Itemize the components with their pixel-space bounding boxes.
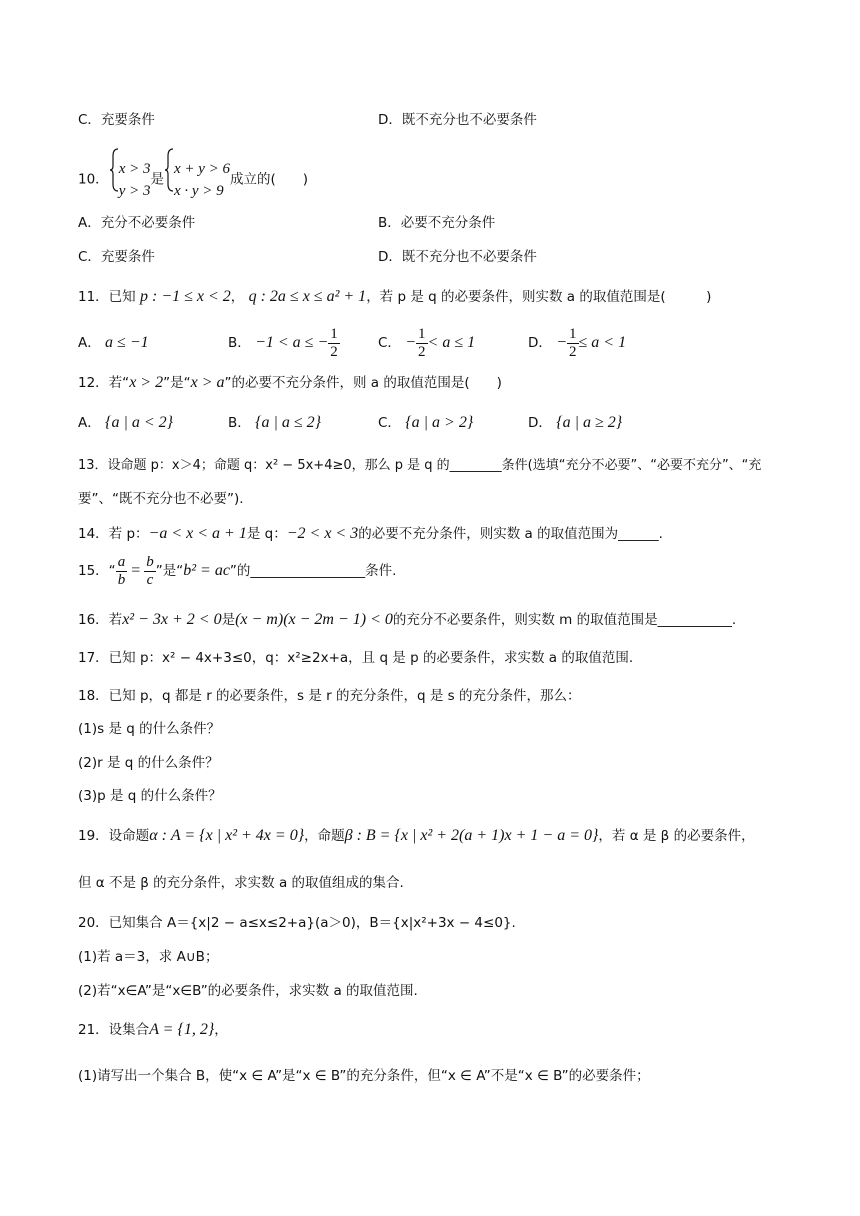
q16-stem [78, 610, 736, 630]
q11-b-label: B． [228, 335, 251, 351]
frac-denominator: c [146, 571, 154, 588]
q15-mid: ”是“ [155, 563, 184, 579]
q12-option-c [378, 413, 473, 433]
q19-line-2: 但 α 不是 β 的充分条件，求实数 a 的取值组成的集合. [78, 875, 404, 891]
q15-tail: ”的_________________条件. [229, 563, 397, 579]
q10-stem [78, 148, 309, 199]
half-fraction [328, 326, 340, 361]
q11-c-math: < a ≤ 1 [427, 334, 476, 351]
q10-mid: 是 [150, 171, 164, 188]
frac-denominator: 2 [569, 343, 577, 360]
q12-text-3: ”的必要不充分条件，则 a 的取值范围是( ) [224, 375, 502, 391]
q10-number: 10． [78, 171, 109, 188]
q19-line-1 [78, 826, 755, 846]
q12-a-label: A． [78, 415, 101, 431]
frac-numerator: a [117, 553, 126, 570]
q14-math-2: −2 < x < 3 [286, 525, 359, 542]
q18-part-1: (1)s 是 q 的什么条件？ [78, 721, 221, 737]
q14-tail: 的必要不充分条件，则实数 a 的取值范围为______. [358, 526, 663, 542]
q12-stem [78, 373, 502, 393]
q18-part-3: (3)p 是 q 的什么条件？ [78, 788, 222, 804]
q11-q-math: q : 2a ≤ x ≤ a² + 1 [248, 288, 367, 305]
q12-a-math: {a | a < 2} [105, 414, 174, 431]
q16-math-2: (x − m)(x − 2m − 1) < 0 [235, 611, 393, 628]
q11-d-label: D． [528, 335, 552, 351]
q11-tail: ，若 p 是 q 的必要条件，则实数 a 的取值范围是( ) [366, 289, 712, 305]
q15-frac-bc [144, 554, 156, 589]
q12-option-b [228, 413, 321, 433]
q12-d-math: {a | a ≥ 2} [556, 414, 623, 431]
q11-prefix: 11．已知 [78, 289, 136, 305]
q15-stem: 15．“ $\frac{a}{b}$ = $\frac{b}{c}$ ”是“b² = ac”的_________________条件. [78, 553, 397, 588]
q12-b-label: B． [228, 415, 251, 431]
q13-line-2: 要”、“既不充分也不必要”). [78, 491, 244, 507]
q20-part-1: (1)若 a＝3，求 A∪B； [78, 949, 219, 965]
q11-option-c [378, 325, 475, 361]
q10-sys1-line1: x > 3 [118, 160, 151, 177]
q12-text-1: 12．若“ [78, 375, 130, 391]
q11-a-label: A． [78, 335, 101, 351]
frac-denominator: 2 [418, 343, 426, 360]
q10-option-c: C．充要条件 [78, 249, 155, 265]
q19-math-2: β : B = {x | x² + 2(a + 1)x + 1 − a = 0} [344, 827, 599, 844]
q10-system-1 [119, 158, 151, 202]
q10-sys2-line1: x + y > 6 [173, 160, 231, 177]
q12-math-2: x > a [190, 374, 225, 391]
frac-denominator: 2 [330, 343, 338, 360]
brace-icon [109, 148, 119, 211]
q10-option-d: D．既不充分也不必要条件 [378, 249, 537, 265]
q15-prefix: 15．“ [78, 563, 116, 579]
q12-c-label: C． [378, 415, 401, 431]
q12-c-math: {a | a > 2} [405, 414, 474, 431]
q11-d-math: ≤ a < 1 [578, 334, 627, 351]
q21-part-1: (1)请写出一个集合 B，使“x ∈ A”是“x ∈ B”的充分条件，但“x ∈ A”不是“x ∈ B”的必要条件； [78, 1068, 650, 1084]
q11-stem: 11．已知 p : −1 ≤ x < 2， q : 2a ≤ x ≤ a² + 1，若 p 是 q 的必要条件，则实数 a 的取值范围是( ) [78, 288, 712, 305]
q16-tail: 的充分不必要条件，则实数 m 的取值范围是___________. [392, 612, 737, 628]
q12-b-math: {a | a ≤ 2} [255, 414, 322, 431]
q19-math-1: α : A = {x | x² + 4x = 0} [149, 827, 305, 844]
q10-option-a: A．充分不必要条件 [78, 215, 196, 231]
q11-b-math: −1 < a ≤ − [255, 334, 329, 351]
frac-numerator: 1 [418, 325, 426, 342]
q14-prefix: 14．若 p： [78, 526, 149, 542]
q9-option-d: D．既不充分也不必要条件 [378, 112, 537, 128]
q14-mid: 是 q： [246, 526, 287, 542]
q13-line-1: 13．设命题 p：x＞4；命题 q：x² − 5x+4≥0，那么 p 是 q 的________条件(选填“充分不必要”、“必要不充分”、“充 [78, 458, 762, 473]
q11-c-minus: − [405, 334, 417, 351]
frac-numerator: 1 [330, 325, 338, 342]
q9-option-c: C．充要条件 [78, 112, 155, 128]
half-fraction [567, 326, 579, 361]
q12-text-2: ”是“ [163, 375, 191, 391]
q21-stem [78, 1020, 228, 1040]
q11-option-a [78, 333, 149, 353]
q16-mid: 是 [221, 612, 236, 628]
q11-a-math: a ≤ −1 [105, 334, 149, 351]
q10-tail: 成立的( ) [230, 171, 309, 188]
q19-mid: ，命题 [304, 828, 345, 844]
q10-option-b: B．必要不充分条件 [378, 215, 496, 231]
brace-icon [164, 148, 174, 211]
q17-stem: 17．已知 p：x² − 4x+3≤0，q：x²≥2x+a，且 q 是 p 的必要条件，求实数 a 的取值范围. [78, 650, 634, 666]
q20-stem: 20．已知集合 A＝{x|2 − a≤x≤2+a}(a＞0)，B＝{x|x²+3x − 4≤0}. [78, 915, 516, 931]
q11-d-minus: − [556, 334, 567, 351]
frac-numerator: 1 [569, 325, 577, 342]
q18-part-2: (2)r 是 q 的什么条件？ [78, 755, 219, 771]
q21-math: A = {1, 2} [149, 1021, 215, 1038]
q11-p-math: p : −1 ≤ x < 2 [139, 288, 231, 305]
q12-d-label: D． [528, 415, 552, 431]
q16-math-1: x² − 3x + 2 < 0 [122, 611, 222, 628]
q15-frac-ab [116, 554, 128, 589]
q11-option-d [528, 325, 626, 361]
frac-denominator: b [117, 571, 126, 588]
q11-option-b [228, 325, 340, 361]
q19-tail: ，若 α 是 β 的必要条件， [598, 828, 755, 844]
q11-c-label: C． [378, 335, 401, 351]
q12-option-a [78, 413, 173, 433]
q18-stem: 18．已知 p，q 都是 r 的必要条件，s 是 r 的充分条件，q 是 s 的充分条件，那么： [78, 688, 581, 704]
q16-prefix: 16．若 [78, 612, 123, 628]
q20-part-2: (2)若“x∈A”是“x∈B”的必要条件，求实数 a 的取值范围. [78, 983, 418, 999]
q21-prefix: 21．设集合 [78, 1022, 150, 1038]
q14-stem [78, 524, 663, 544]
q19-prefix: 19．设命题 [78, 828, 150, 844]
q15-math: b² = ac [183, 562, 230, 579]
q21-tail: ， [214, 1022, 228, 1038]
frac-numerator: b [146, 553, 154, 570]
half-fraction [416, 326, 428, 361]
q10-system-2 [174, 158, 230, 202]
q14-math-1: −a < x < a + 1 [148, 525, 247, 542]
q10-sys1-line2: y > 3 [118, 182, 151, 199]
q12-option-d [528, 413, 622, 433]
q12-math-1: x > 2 [129, 374, 164, 391]
q10-sys2-line2: x · y > 9 [173, 182, 224, 199]
